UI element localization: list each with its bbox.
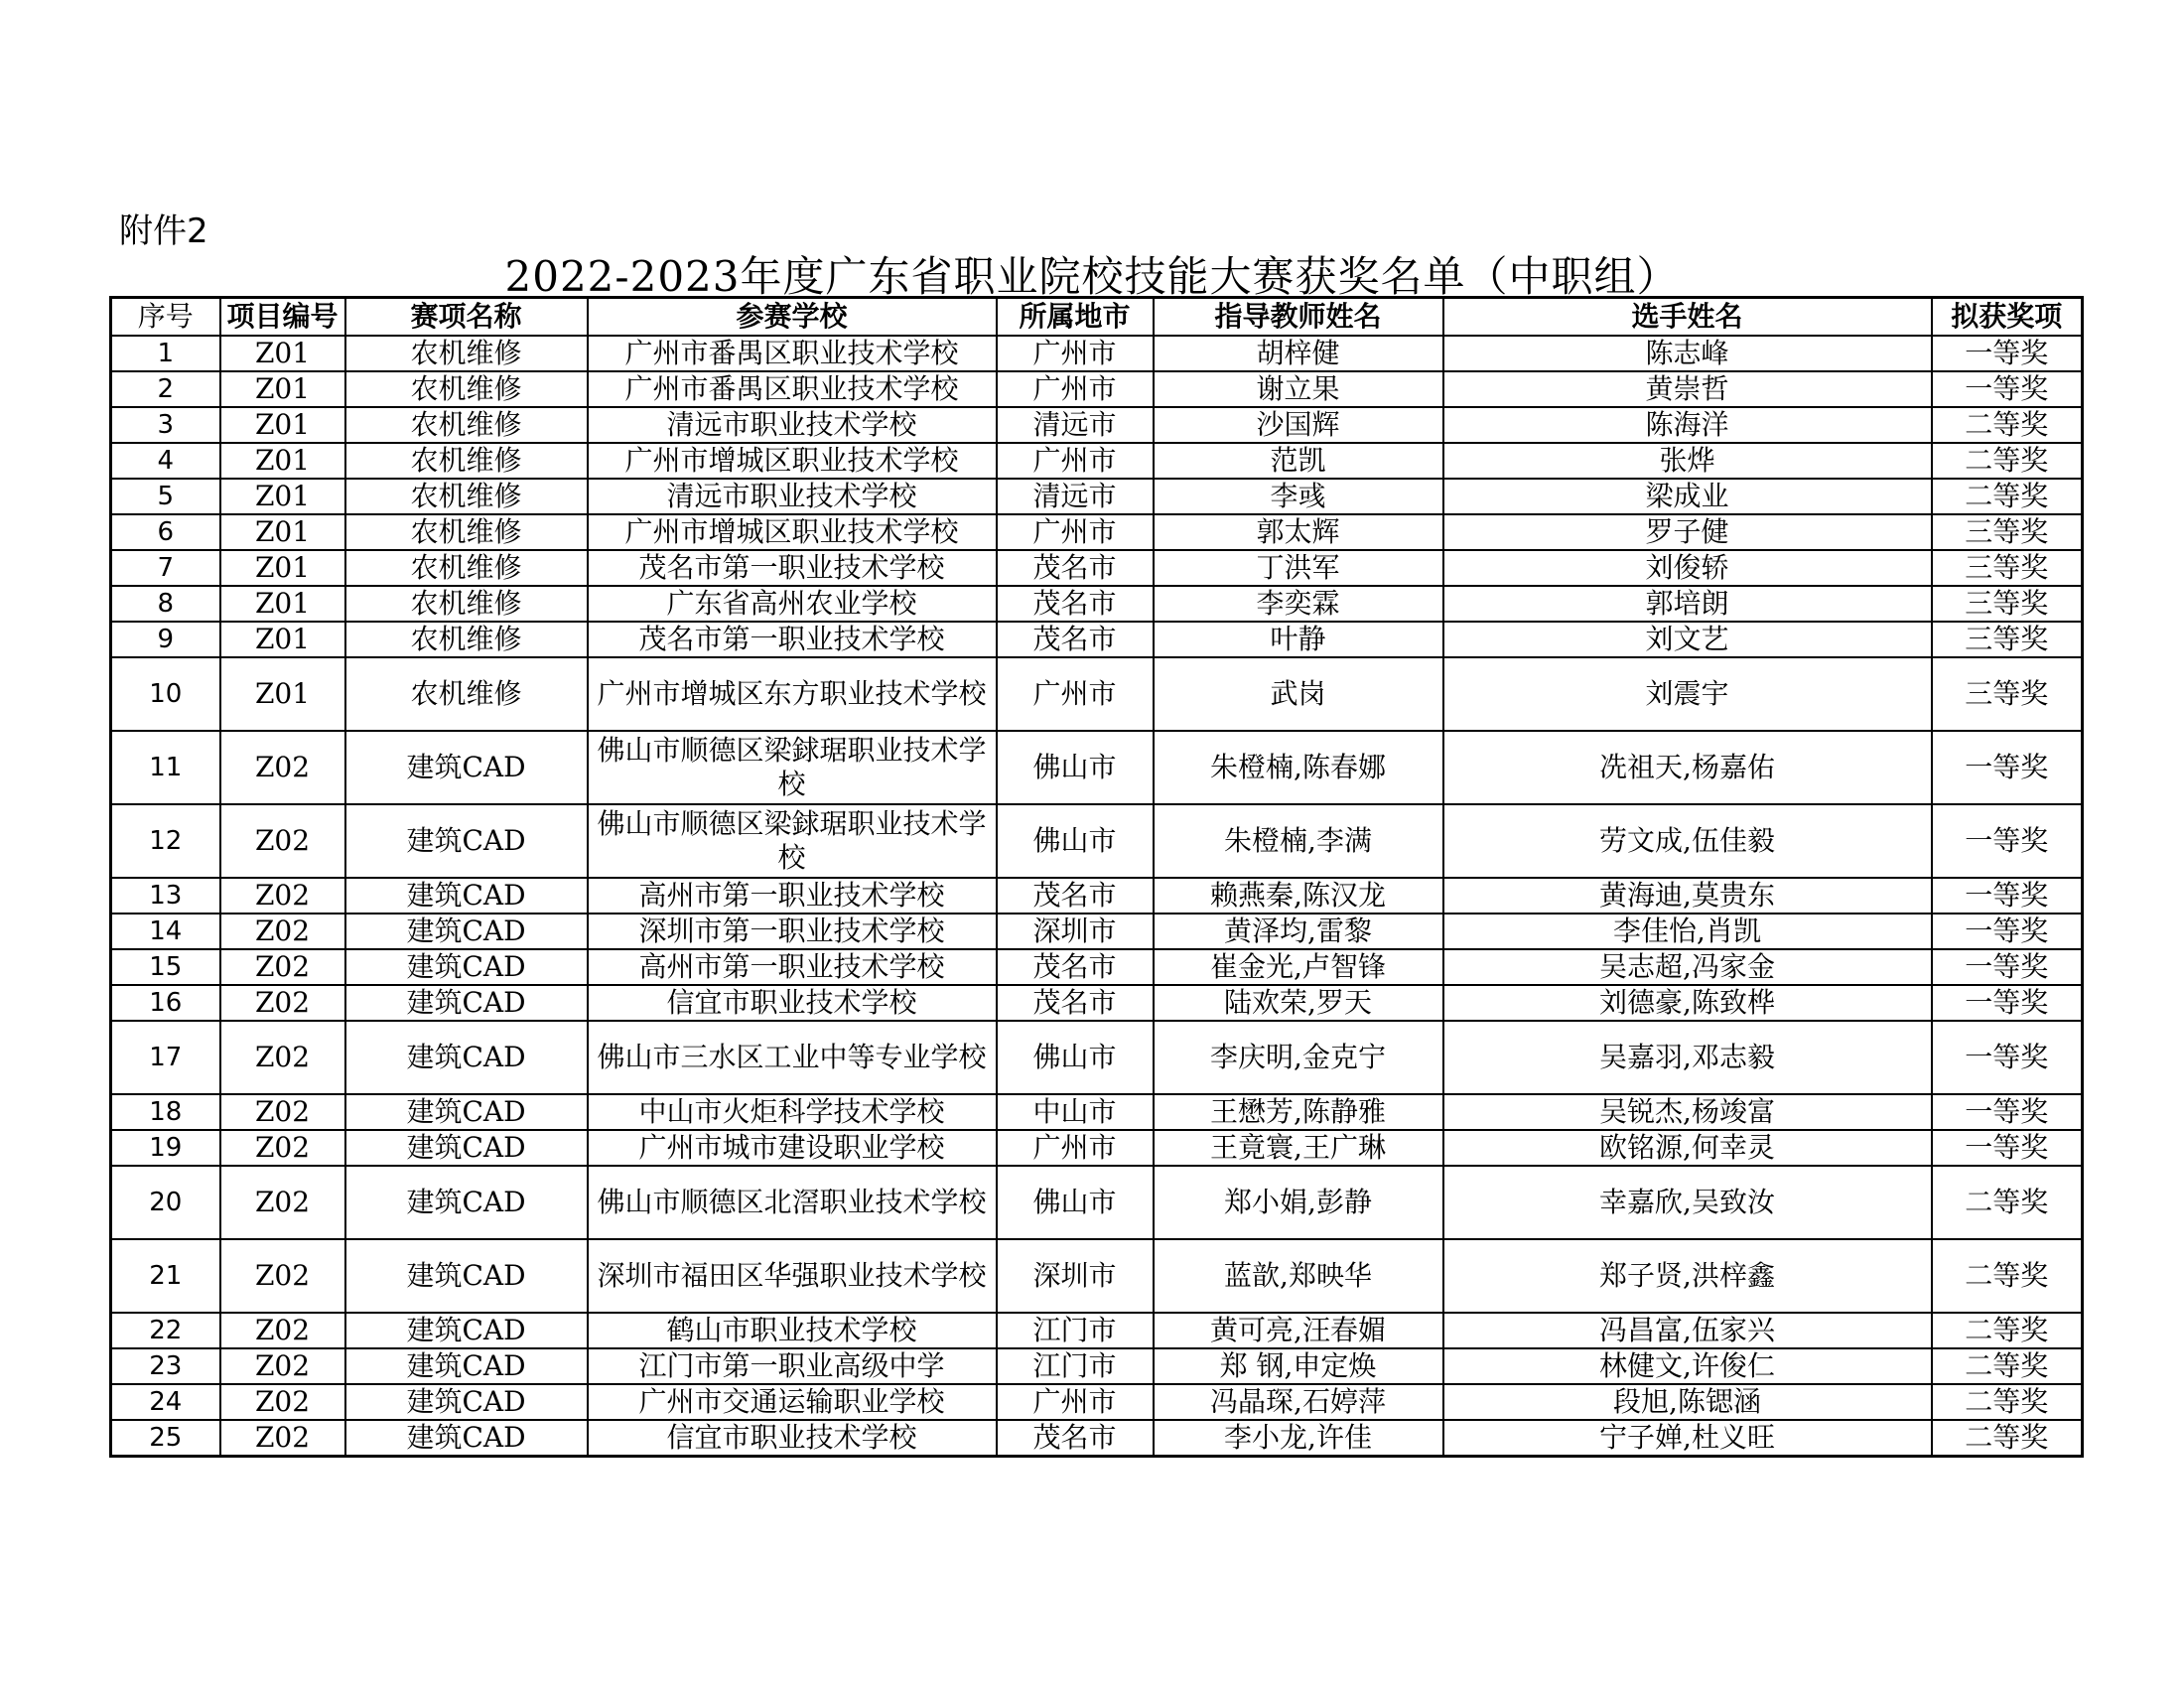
cell-seq: 11 [111, 731, 220, 804]
cell-school: 广州市增城区职业技术学校 [588, 514, 997, 550]
cell-event: 农机维修 [345, 336, 588, 371]
cell-event: 建筑CAD [345, 1348, 588, 1384]
header-award: 拟获奖项 [1932, 298, 2083, 337]
cell-player: 劳文成,伍佳毅 [1443, 804, 1932, 878]
cell-award: 二等奖 [1932, 1313, 2083, 1348]
table-row [111, 586, 2083, 622]
cell-seq: 14 [111, 914, 220, 949]
cell-player: 吴嘉羽,邓志毅 [1443, 1021, 1932, 1094]
cell-seq: 17 [111, 1021, 220, 1094]
cell-award: 一等奖 [1932, 985, 2083, 1021]
cell-code: Z02 [220, 731, 345, 804]
cell-school: 深圳市福田区华强职业技术学校 [588, 1239, 997, 1313]
cell-school: 佛山市顺德区北滘职业技术学校 [588, 1166, 997, 1239]
table-row [111, 407, 2083, 443]
cell-event: 建筑CAD [345, 1239, 588, 1313]
cell-city: 茂名市 [997, 586, 1154, 622]
header-school: 参赛学校 [588, 298, 997, 337]
cell-school: 信宜市职业技术学校 [588, 1420, 997, 1457]
cell-seq: 13 [111, 878, 220, 914]
cell-teacher: 王懋芳,陈静雅 [1154, 1094, 1443, 1130]
cell-code: Z02 [220, 804, 345, 878]
cell-code: Z01 [220, 622, 345, 657]
cell-code: Z02 [220, 1348, 345, 1384]
cell-school: 深圳市第一职业技术学校 [588, 914, 997, 949]
cell-code: Z01 [220, 550, 345, 586]
cell-player: 刘震宇 [1443, 657, 1932, 731]
cell-seq: 7 [111, 550, 220, 586]
cell-teacher: 赖燕秦,陈汉龙 [1154, 878, 1443, 914]
cell-seq: 6 [111, 514, 220, 550]
cell-school: 广东省高州农业学校 [588, 586, 997, 622]
cell-award: 一等奖 [1932, 336, 2083, 371]
cell-code: Z01 [220, 407, 345, 443]
cell-city: 广州市 [997, 657, 1154, 731]
table-row [111, 1166, 2083, 1239]
cell-award: 二等奖 [1932, 443, 2083, 479]
cell-event: 建筑CAD [345, 1094, 588, 1130]
cell-code: Z02 [220, 1166, 345, 1239]
cell-award: 一等奖 [1932, 804, 2083, 878]
cell-event: 建筑CAD [345, 1166, 588, 1239]
cell-event: 农机维修 [345, 371, 588, 407]
table-row [111, 371, 2083, 407]
cell-award: 三等奖 [1932, 586, 2083, 622]
table-row [111, 731, 2083, 804]
cell-seq: 16 [111, 985, 220, 1021]
cell-school: 江门市第一职业高级中学 [588, 1348, 997, 1384]
cell-award: 二等奖 [1932, 1384, 2083, 1420]
cell-city: 茂名市 [997, 985, 1154, 1021]
cell-teacher: 胡梓健 [1154, 336, 1443, 371]
table-row [111, 804, 2083, 878]
cell-city: 佛山市 [997, 804, 1154, 878]
cell-award: 二等奖 [1932, 479, 2083, 514]
cell-award: 一等奖 [1932, 914, 2083, 949]
cell-teacher: 谢立果 [1154, 371, 1443, 407]
header-code: 项目编号 [220, 298, 345, 337]
header-player: 选手姓名 [1443, 298, 1932, 337]
cell-player: 郭培朗 [1443, 586, 1932, 622]
table-row [111, 336, 2083, 371]
cell-player: 刘俊轿 [1443, 550, 1932, 586]
table-row [111, 550, 2083, 586]
cell-player: 幸嘉欣,吴致汝 [1443, 1166, 1932, 1239]
table-row [111, 479, 2083, 514]
cell-city: 佛山市 [997, 1021, 1154, 1094]
cell-player: 梁成业 [1443, 479, 1932, 514]
cell-seq: 23 [111, 1348, 220, 1384]
cell-code: Z02 [220, 1384, 345, 1420]
award-table [109, 296, 2084, 1458]
cell-code: Z01 [220, 657, 345, 731]
cell-event: 建筑CAD [345, 1420, 588, 1457]
cell-city: 广州市 [997, 443, 1154, 479]
table-row [111, 1384, 2083, 1420]
cell-city: 清远市 [997, 479, 1154, 514]
cell-award: 二等奖 [1932, 1166, 2083, 1239]
cell-seq: 24 [111, 1384, 220, 1420]
cell-player: 黄崇哲 [1443, 371, 1932, 407]
cell-code: Z01 [220, 514, 345, 550]
cell-code: Z01 [220, 443, 345, 479]
cell-teacher: 丁洪军 [1154, 550, 1443, 586]
cell-teacher: 郭太辉 [1154, 514, 1443, 550]
cell-code: Z02 [220, 949, 345, 985]
table-row [111, 1348, 2083, 1384]
cell-school: 佛山市三水区工业中等专业学校 [588, 1021, 997, 1094]
cell-city: 茂名市 [997, 550, 1154, 586]
cell-award: 二等奖 [1932, 407, 2083, 443]
cell-school: 佛山市顺德区梁銶琚职业技术学校 [588, 804, 997, 878]
cell-school: 广州市番禺区职业技术学校 [588, 336, 997, 371]
cell-school: 广州市番禺区职业技术学校 [588, 371, 997, 407]
cell-teacher: 武岗 [1154, 657, 1443, 731]
cell-city: 广州市 [997, 1384, 1154, 1420]
cell-city: 广州市 [997, 336, 1154, 371]
header-seq: 序号 [111, 298, 220, 337]
cell-teacher: 陆欢荣,罗天 [1154, 985, 1443, 1021]
cell-award: 二等奖 [1932, 1239, 2083, 1313]
table-row [111, 443, 2083, 479]
cell-seq: 8 [111, 586, 220, 622]
cell-code: Z01 [220, 371, 345, 407]
cell-code: Z02 [220, 985, 345, 1021]
cell-teacher: 崔金光,卢智锋 [1154, 949, 1443, 985]
cell-award: 三等奖 [1932, 657, 2083, 731]
cell-city: 广州市 [997, 371, 1154, 407]
cell-award: 三等奖 [1932, 622, 2083, 657]
cell-award: 一等奖 [1932, 878, 2083, 914]
cell-school: 广州市交通运输职业学校 [588, 1384, 997, 1420]
cell-seq: 4 [111, 443, 220, 479]
cell-school: 信宜市职业技术学校 [588, 985, 997, 1021]
cell-event: 建筑CAD [345, 878, 588, 914]
cell-seq: 9 [111, 622, 220, 657]
cell-event: 建筑CAD [345, 804, 588, 878]
cell-city: 茂名市 [997, 1420, 1154, 1457]
cell-teacher: 黄泽均,雷黎 [1154, 914, 1443, 949]
table-row [111, 622, 2083, 657]
cell-event: 农机维修 [345, 479, 588, 514]
cell-teacher: 朱橙楠,陈春娜 [1154, 731, 1443, 804]
cell-seq: 10 [111, 657, 220, 731]
cell-player: 罗子健 [1443, 514, 1932, 550]
cell-teacher: 冯晶琛,石婷萍 [1154, 1384, 1443, 1420]
cell-school: 广州市城市建设职业学校 [588, 1130, 997, 1166]
table-row [111, 949, 2083, 985]
cell-award: 二等奖 [1932, 1420, 2083, 1457]
cell-code: Z02 [220, 878, 345, 914]
cell-player: 冯昌富,伍家兴 [1443, 1313, 1932, 1348]
cell-event: 农机维修 [345, 622, 588, 657]
cell-city: 佛山市 [997, 731, 1154, 804]
cell-award: 三等奖 [1932, 514, 2083, 550]
cell-city: 江门市 [997, 1348, 1154, 1384]
cell-event: 建筑CAD [345, 1130, 588, 1166]
table-row [111, 514, 2083, 550]
cell-seq: 2 [111, 371, 220, 407]
table-row [111, 878, 2083, 914]
cell-city: 广州市 [997, 514, 1154, 550]
cell-school: 高州市第一职业技术学校 [588, 949, 997, 985]
table-row [111, 1239, 2083, 1313]
cell-school: 鹤山市职业技术学校 [588, 1313, 997, 1348]
cell-player: 林健文,许俊仁 [1443, 1348, 1932, 1384]
cell-award: 一等奖 [1932, 1021, 2083, 1094]
cell-code: Z02 [220, 1420, 345, 1457]
cell-teacher: 王竟寰,王广琳 [1154, 1130, 1443, 1166]
cell-city: 茂名市 [997, 949, 1154, 985]
cell-seq: 25 [111, 1420, 220, 1457]
table-row [111, 1420, 2083, 1457]
cell-teacher: 叶静 [1154, 622, 1443, 657]
cell-code: Z02 [220, 1130, 345, 1166]
cell-player: 黄海迪,莫贵东 [1443, 878, 1932, 914]
cell-code: Z01 [220, 479, 345, 514]
cell-city: 江门市 [997, 1313, 1154, 1348]
cell-city: 茂名市 [997, 622, 1154, 657]
cell-code: Z02 [220, 1313, 345, 1348]
cell-player: 陈志峰 [1443, 336, 1932, 371]
cell-player: 郑子贤,洪梓鑫 [1443, 1239, 1932, 1313]
cell-event: 农机维修 [345, 550, 588, 586]
cell-event: 农机维修 [345, 657, 588, 731]
table-row [111, 1313, 2083, 1348]
cell-code: Z02 [220, 914, 345, 949]
cell-school: 茂名市第一职业技术学校 [588, 550, 997, 586]
cell-award: 二等奖 [1932, 1348, 2083, 1384]
cell-seq: 1 [111, 336, 220, 371]
cell-event: 农机维修 [345, 443, 588, 479]
table-row [111, 657, 2083, 731]
header-row [111, 298, 2083, 337]
cell-event: 建筑CAD [345, 985, 588, 1021]
header-event: 赛项名称 [345, 298, 588, 337]
cell-teacher: 郑小娟,彭静 [1154, 1166, 1443, 1239]
header-city: 所属地市 [997, 298, 1154, 337]
cell-player: 刘文艺 [1443, 622, 1932, 657]
table-row [111, 1130, 2083, 1166]
cell-player: 段旭,陈锶涵 [1443, 1384, 1932, 1420]
cell-seq: 20 [111, 1166, 220, 1239]
cell-teacher: 范凯 [1154, 443, 1443, 479]
cell-school: 清远市职业技术学校 [588, 479, 997, 514]
cell-event: 建筑CAD [345, 1313, 588, 1348]
cell-school: 高州市第一职业技术学校 [588, 878, 997, 914]
cell-school: 中山市火炬科学技术学校 [588, 1094, 997, 1130]
cell-city: 深圳市 [997, 914, 1154, 949]
cell-award: 一等奖 [1932, 1130, 2083, 1166]
cell-code: Z01 [220, 336, 345, 371]
cell-teacher: 蓝歆,郑映华 [1154, 1239, 1443, 1313]
cell-seq: 3 [111, 407, 220, 443]
cell-event: 建筑CAD [345, 1384, 588, 1420]
cell-teacher: 朱橙楠,李满 [1154, 804, 1443, 878]
cell-teacher: 李奕霖 [1154, 586, 1443, 622]
cell-city: 佛山市 [997, 1166, 1154, 1239]
document-title: 2022-2023年度广东省职业院校技能大赛获奖名单（中职组） [504, 252, 1680, 301]
cell-school: 清远市职业技术学校 [588, 407, 997, 443]
table-row [111, 1094, 2083, 1130]
cell-school: 广州市增城区职业技术学校 [588, 443, 997, 479]
cell-event: 建筑CAD [345, 914, 588, 949]
header-teacher: 指导教师姓名 [1154, 298, 1443, 337]
cell-city: 深圳市 [997, 1239, 1154, 1313]
cell-seq: 22 [111, 1313, 220, 1348]
cell-city: 广州市 [997, 1130, 1154, 1166]
attachment-label: 附件2 [119, 211, 208, 251]
cell-code: Z01 [220, 586, 345, 622]
cell-event: 农机维修 [345, 514, 588, 550]
cell-player: 刘德豪,陈致桦 [1443, 985, 1932, 1021]
cell-event: 农机维修 [345, 407, 588, 443]
cell-teacher: 李小龙,许佳 [1154, 1420, 1443, 1457]
cell-teacher: 黄可亮,汪春媚 [1154, 1313, 1443, 1348]
cell-seq: 19 [111, 1130, 220, 1166]
cell-player: 欧铭源,何幸灵 [1443, 1130, 1932, 1166]
cell-school: 佛山市顺德区梁銶琚职业技术学校 [588, 731, 997, 804]
cell-player: 冼祖天,杨嘉佑 [1443, 731, 1932, 804]
cell-award: 三等奖 [1932, 550, 2083, 586]
cell-seq: 15 [111, 949, 220, 985]
cell-seq: 12 [111, 804, 220, 878]
cell-player: 张烨 [1443, 443, 1932, 479]
cell-event: 农机维修 [345, 586, 588, 622]
table-row [111, 1021, 2083, 1094]
cell-city: 茂名市 [997, 878, 1154, 914]
cell-teacher: 李彧 [1154, 479, 1443, 514]
cell-player: 吴志超,冯家金 [1443, 949, 1932, 985]
cell-city: 清远市 [997, 407, 1154, 443]
cell-event: 建筑CAD [345, 731, 588, 804]
table-row [111, 914, 2083, 949]
cell-school: 茂名市第一职业技术学校 [588, 622, 997, 657]
cell-code: Z02 [220, 1094, 345, 1130]
cell-city: 中山市 [997, 1094, 1154, 1130]
cell-seq: 18 [111, 1094, 220, 1130]
cell-code: Z02 [220, 1239, 345, 1313]
cell-seq: 5 [111, 479, 220, 514]
cell-teacher: 沙国辉 [1154, 407, 1443, 443]
cell-award: 一等奖 [1932, 371, 2083, 407]
cell-code: Z02 [220, 1021, 345, 1094]
cell-player: 吴锐杰,杨竣富 [1443, 1094, 1932, 1130]
table-row [111, 985, 2083, 1021]
cell-award: 一等奖 [1932, 1094, 2083, 1130]
cell-player: 宁子婵,杜义旺 [1443, 1420, 1932, 1457]
cell-event: 建筑CAD [345, 1021, 588, 1094]
cell-award: 一等奖 [1932, 949, 2083, 985]
cell-teacher: 李庆明,金克宁 [1154, 1021, 1443, 1094]
cell-teacher: 郑 钢,申定焕 [1154, 1348, 1443, 1384]
cell-player: 陈海洋 [1443, 407, 1932, 443]
cell-award: 一等奖 [1932, 731, 2083, 804]
cell-seq: 21 [111, 1239, 220, 1313]
cell-player: 李佳怡,肖凯 [1443, 914, 1932, 949]
cell-event: 建筑CAD [345, 949, 588, 985]
cell-school: 广州市增城区东方职业技术学校 [588, 657, 997, 731]
